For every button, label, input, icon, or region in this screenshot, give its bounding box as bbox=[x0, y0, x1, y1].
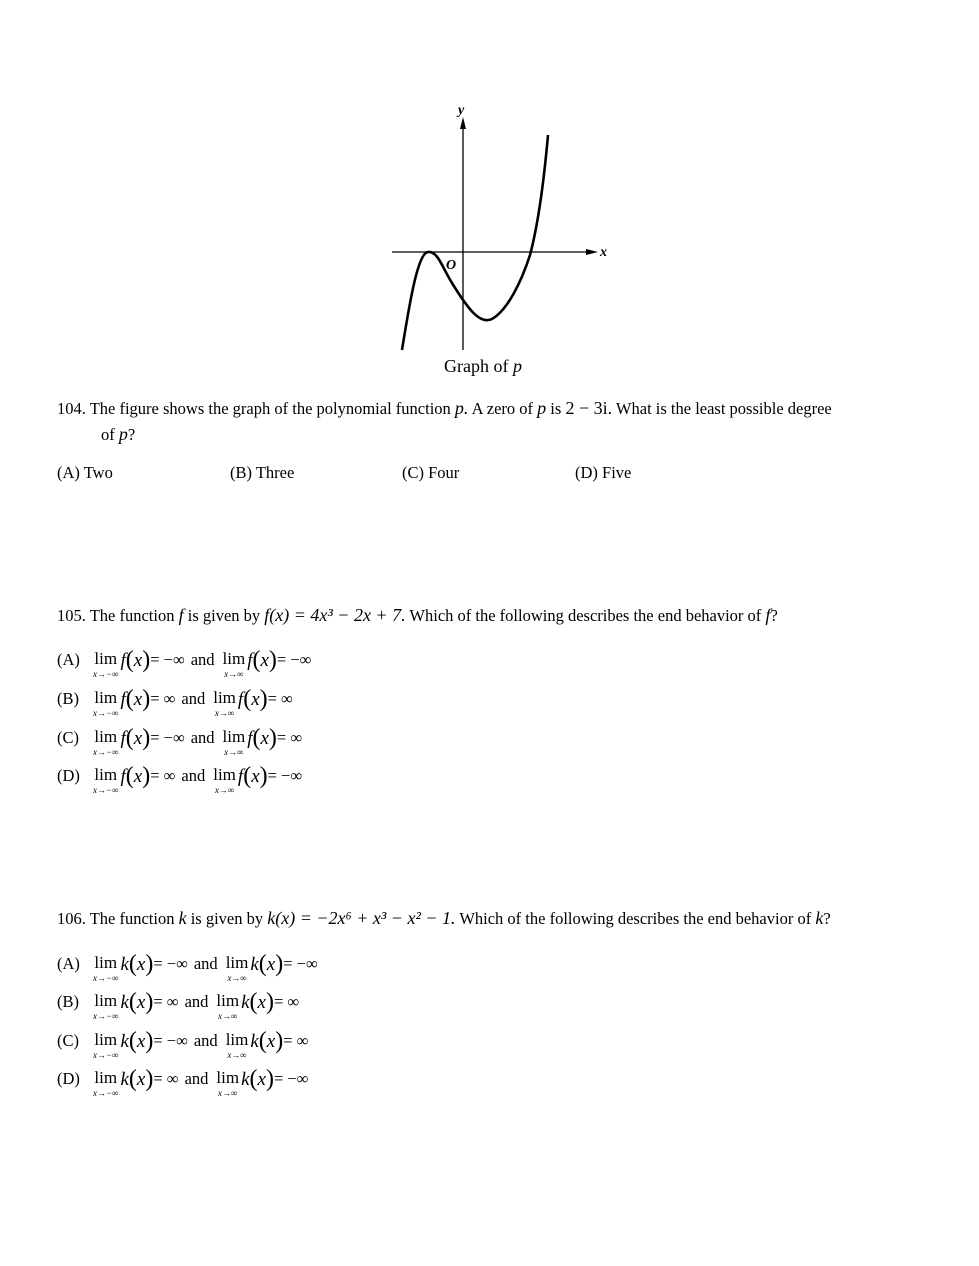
q104-number: 104. bbox=[57, 399, 86, 418]
q105-choice-b[interactable]: (B) lim x→−∞ f ( x ) = ∞ and lim x→∞ f ( x ) = ∞ bbox=[57, 686, 293, 718]
polynomial-curve bbox=[402, 135, 548, 350]
q105-choice-d[interactable]: (D) lim x→−∞ f ( x ) = ∞ and lim x→∞ f ( x ) = −∞ bbox=[57, 763, 303, 795]
graph-of-p-figure bbox=[380, 95, 620, 360]
q105-choice-c[interactable]: (C) lim x→−∞ f ( x ) = −∞ and lim x→∞ f ( x ) = ∞ bbox=[57, 725, 303, 757]
q105-formula: f(x) = 4x³ − 2x + 7. bbox=[264, 605, 406, 625]
q106-choice-b[interactable]: (B) lim x→−∞ k ( x ) = ∞ and lim x→∞ k ( x ) = ∞ bbox=[57, 989, 300, 1021]
q105-stem: 105. The function f is given by f(x) = 4x³ − 2x + 7. Which of the following describes the end behavior of f? bbox=[57, 605, 778, 625]
x-axis-arrow bbox=[586, 249, 598, 255]
x-axis-label: x bbox=[600, 245, 607, 260]
q106-choice-c[interactable]: (C) lim x→−∞ k ( x ) = −∞ and lim x→∞ k ( x ) = ∞ bbox=[57, 1028, 309, 1060]
q104-choice-b[interactable]: (B) Three bbox=[230, 463, 295, 482]
origin-label: O bbox=[446, 258, 457, 273]
q106-choice-a[interactable]: (A) lim x→−∞ k ( x ) = −∞ and lim x→∞ k ( x ) = −∞ bbox=[57, 951, 318, 983]
q104-choice-a[interactable]: (A) Two bbox=[57, 463, 113, 482]
y-axis-label: y bbox=[458, 103, 465, 118]
q106-choice-d[interactable]: (D) lim x→−∞ k ( x ) = ∞ and lim x→∞ k ( x ) = −∞ bbox=[57, 1066, 309, 1098]
q106-number: 106. bbox=[57, 909, 86, 928]
q105-choice-a[interactable]: (A) lim x→−∞ f ( x ) = −∞ and lim x→∞ f ( x ) = −∞ bbox=[57, 647, 312, 679]
y-axis-arrow bbox=[460, 117, 466, 129]
q104-choice-d[interactable]: (D) Five bbox=[575, 463, 632, 482]
q104-stem-line2: of p? bbox=[101, 424, 136, 444]
q104-stem-line1: 104. The figure shows the graph of the polynomial function p. A zero of p is 2 − 3i. What is the least possible degree bbox=[57, 398, 832, 418]
q104-choice-c[interactable]: (C) Four bbox=[402, 463, 460, 482]
q106-stem: 106. The function k is given by k(x) = −2x⁶ + x³ − x² − 1. Which of the following describes the end behavior of k? bbox=[57, 908, 831, 928]
q105-number: 105. bbox=[57, 606, 86, 625]
figure-caption: Graph of p bbox=[444, 356, 522, 376]
q106-formula: k(x) = −2x⁶ + x³ − x² − 1. bbox=[267, 908, 456, 928]
